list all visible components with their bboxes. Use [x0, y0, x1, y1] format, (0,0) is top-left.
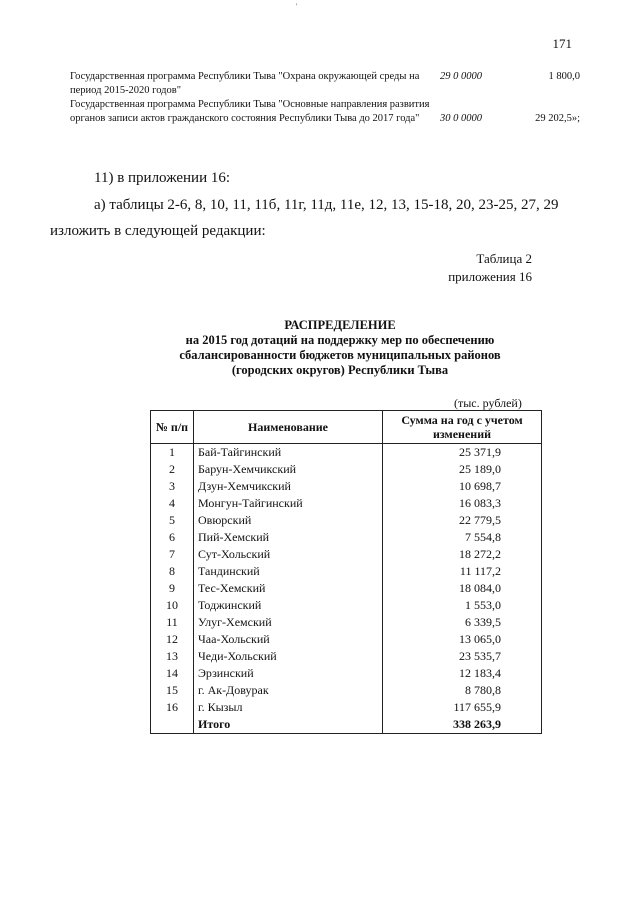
paragraph-edit: изложить в следующей редакции:: [50, 223, 266, 239]
row-num: 13: [151, 648, 194, 665]
row-name: г. Ак-Довурак: [194, 682, 383, 699]
row-name: Сут-Хольский: [194, 546, 383, 563]
row-num: 14: [151, 665, 194, 682]
table-row: [151, 631, 542, 648]
table-row: [151, 665, 542, 682]
row-name: Овюрский: [194, 512, 383, 529]
row-num: 11: [151, 614, 194, 631]
row-num: 3: [151, 478, 194, 495]
row-name: Тес-Хемский: [194, 580, 383, 597]
row-num: 16: [151, 699, 194, 716]
table-row: [151, 614, 542, 631]
row-name: Пий-Хемский: [194, 529, 383, 546]
row-sum: 25 189,0: [383, 461, 542, 478]
total-num: [151, 716, 194, 734]
table-row: [151, 580, 542, 597]
header-sum: Сумма на год с учетом изменений: [383, 411, 542, 444]
program-code: 30 0 0000: [440, 113, 482, 124]
row-name: Улуг-Хемский: [194, 614, 383, 631]
row-sum: 18 272,2: [383, 546, 542, 563]
program-sum: 29 202,5»;: [535, 113, 580, 124]
row-sum: 6 339,5: [383, 614, 542, 631]
row-name: Чаа-Хольский: [194, 631, 383, 648]
heading-line: на 2015 год дотаций на поддержку мер по обеспечению: [185, 333, 495, 347]
row-sum: 117 655,9: [383, 699, 542, 716]
row-name: Тоджинский: [194, 597, 383, 614]
table-row: [151, 563, 542, 580]
table-heading: [120, 318, 560, 378]
heading-line: сбалансированности бюджетов муниципальных районов: [179, 348, 501, 362]
paragraph-tables: а) таблицы 2-6, 8, 10, 11, 11б, 11г, 11д, 11е, 12, 13, 15-18, 20, 23-25, 27, 29: [94, 197, 559, 213]
heading-line: (городских округов) Республики Тыва: [231, 363, 449, 377]
table-row: [151, 461, 542, 478]
units-label: (тыс. рублей): [454, 396, 522, 410]
table-reference-line: Таблица 2: [476, 251, 532, 266]
row-num: 10: [151, 597, 194, 614]
total-sum: 338 263,9: [383, 716, 542, 734]
row-num: 7: [151, 546, 194, 563]
table-row: [151, 699, 542, 716]
row-sum: 22 779,5: [383, 512, 542, 529]
table-row: [151, 648, 542, 665]
program-code: 29 0 0000: [440, 71, 482, 82]
row-num: 4: [151, 495, 194, 512]
row-sum: 23 535,7: [383, 648, 542, 665]
row-num: 2: [151, 461, 194, 478]
program-name: Государственная программа Республики Тыва "Охрана окружающей среды на период 2015-2020 годов": [70, 71, 420, 96]
row-num: 8: [151, 563, 194, 580]
paragraph-appendix: 11) в приложении 16:: [94, 170, 231, 186]
row-name: Бай-Тайгинский: [194, 444, 383, 462]
table-header-row: [151, 411, 542, 444]
row-name: Тандинский: [194, 563, 383, 580]
scan-mark: ': [296, 2, 298, 11]
row-num: 1: [151, 444, 194, 462]
table-row: [151, 546, 542, 563]
table-row: [151, 597, 542, 614]
program-sum: 1 800,0: [548, 71, 580, 82]
row-name: г. Кызыл: [194, 699, 383, 716]
total-row: [151, 716, 542, 734]
program-name: Государственная программа Республики Тыва "Основные направления развития органов записи актов гражданского состояния Республики Тыва до 2017 года": [70, 99, 430, 124]
row-sum: 12 183,4: [383, 665, 542, 682]
row-num: 15: [151, 682, 194, 699]
table-row: [151, 495, 542, 512]
row-sum: 13 065,0: [383, 631, 542, 648]
heading-title: РАСПРЕДЕЛЕНИЕ: [284, 318, 396, 332]
distribution-table: [150, 410, 542, 734]
row-sum: 10 698,7: [383, 478, 542, 495]
header-num: № п/п: [151, 411, 194, 444]
table-body: [151, 444, 542, 734]
page-number: 171: [552, 36, 572, 51]
table-reference-line: приложения 16: [448, 269, 532, 284]
table-row: [151, 529, 542, 546]
row-sum: 7 554,8: [383, 529, 542, 546]
row-sum: 8 780,8: [383, 682, 542, 699]
row-sum: 16 083,3: [383, 495, 542, 512]
row-name: Эрзинский: [194, 665, 383, 682]
table-row: [151, 478, 542, 495]
row-name: Монгун-Тайгинский: [194, 495, 383, 512]
table-row: [151, 512, 542, 529]
table-row: [151, 444, 542, 462]
row-num: 9: [151, 580, 194, 597]
row-name: Дзун-Хемчикский: [194, 478, 383, 495]
row-sum: 11 117,2: [383, 563, 542, 580]
table-reference: [448, 250, 532, 286]
table-row: [151, 682, 542, 699]
row-name: Барун-Хемчикский: [194, 461, 383, 478]
total-label: Итого: [194, 716, 383, 734]
row-num: 12: [151, 631, 194, 648]
row-name: Чеди-Хольский: [194, 648, 383, 665]
row-sum: 1 553,0: [383, 597, 542, 614]
row-num: 5: [151, 512, 194, 529]
row-sum: 18 084,0: [383, 580, 542, 597]
row-num: 6: [151, 529, 194, 546]
row-sum: 25 371,9: [383, 444, 542, 462]
header-name: Наименование: [194, 411, 383, 444]
